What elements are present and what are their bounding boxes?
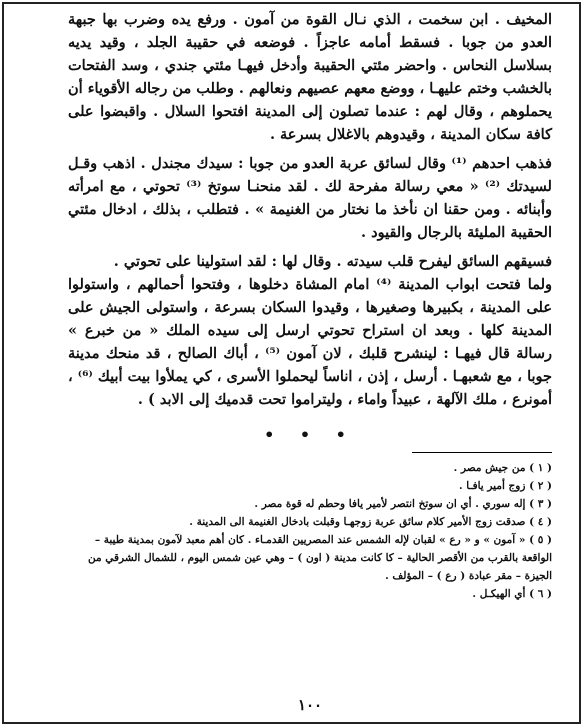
section-separator: • • • — [264, 425, 356, 444]
paragraph-2: فذهب احدهم ⁽¹⁾ وقال لسائق عربة العدو من جوبا : سيدك مجندل . اذهب وقـل لسيدتك ⁽²⁾ « معي رسالة مفرحة لك . لقد منحنـا سوتخ ⁽³⁾ تحوتي ، مع امرأته وأبنائه . ومن حقنا ان نأخذ ما نختار من الغنيمة » . فتطلب ، بذلك ، ادخال مئتي الحقيبة المليئة بالرجال والقيود . — [68, 155, 552, 241]
paragraph-1: المخيف . ابن سخمت ، الذي نـال القوة من آمون . ورفع يده وضرب بها جبهة العدو من جوبا . فسقط أمامه عاجزاً . فوضعه في حقيبة الجلد ، وقيد يديه بسلاسل النحاس . واحضر مئتي الحقيبة وأدخل فيهـا مئتي جندي ، وسد الفتحات بالخشب وختم عليهـا ، ووضع معهم عصيهم ونعالهم . وطلب من رجاله الأقوياء أن يحملوهم ، وقال لهم : عندما تصلون إلى المدينة افتحوا السلال . واقبضوا على كافة سكان المدينة ، وقيدوهم بالاغلال بسرعة . — [68, 11, 552, 143]
book-page — [68, 8, 552, 718]
footnote-4: ( ٤ ) صدقت زوج الأمير كلام سائق عربة زوجهـا وقبلت بادخال الغنيمة الى المدينة . — [189, 516, 552, 528]
paragraph-3: فسيقهم السائق ليفرح قلب سيدته . وقال لها : لقد استولينا على تحوتي . — [113, 253, 552, 270]
paragraph-4: ولما فتحت ابواب المدينة ⁽⁴⁾ امام المشاة دخلوها ، وفتحوا أحمالهم ، واستولوا على المدينة ، بكبيرها وصغيرها ، وقيدوا السكان بسرعة ، واستولى الجيش على المدينة كلها . وبعد ان استراح تحوتي ارسل إلى سيده الملك « من خبرع » رسالة قال فيهـا : لينشرح قلبك ، لان آمون ⁽⁵⁾ ، أباك الصالح ، قد منحك مدينة جوبا ، مع شعبهـا . أرسل ، إذن ، اناساً ليحملوا الأسرى ، كي يملأوا بيت أبيك ⁽⁶⁾ ، أمونرع ، ملك الآلهة ، عبيداً واماء ، وليتراموا تحت قدميك إلى الابد ) . — [68, 276, 553, 408]
body-text — [68, 8, 552, 411]
page-number: ١٠٠ — [297, 696, 323, 714]
footnote-3: ( ٣ ) إله سوري . أي ان سوتخ انتصر لأمير يافا وحطم له قوة مصر . — [254, 498, 552, 510]
footnotes — [68, 459, 552, 603]
footnote-5: ( ٥ ) « آمون » و « رع » لقبان لإله الشمس عند المصريين القدمـاء . كان أهم معبد لآمون بمدينة طيبة – الواقعة بالقرب من الأقصر الحالية – كا كانت مدينة ( اون ) – وهي عين شمس اليوم ، للشمال الشرقي من الجيزة – مقر عبادة ( رع ) – المؤلف . — [88, 534, 552, 582]
footnote-2: ( ٢ ) زوج أمير يافـا . — [458, 480, 552, 492]
footnote-6: ( ٦ ) أي الهيكـل . — [472, 588, 552, 600]
footnote-rule — [412, 452, 552, 453]
footnote-1: ( ١ ) من جيش مصر . — [453, 462, 552, 474]
